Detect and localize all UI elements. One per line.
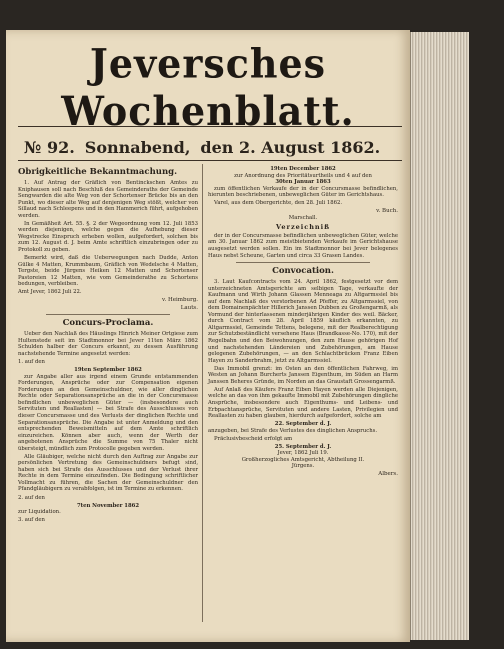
concurs-item: 1. auf den (18, 359, 45, 366)
convocation-notice: Präclusivbescheid erfolgt am (214, 435, 293, 442)
header-rule-top (18, 126, 402, 127)
concurs-paragraph: zur Angabe aller aus irgend einem Grunde entstammenden Forderungen, Ansprüche oder zur Compensation eigenen Forderungen an den Gemeinschuldner, wie aller dinglichen Rechte oder Separationsansprüche an die in der Concursmasse befindlichen unbeweglichen Güter — (insbesondere auch Servituten und Reallasten) — bei Strafe des Ausschlusses von dieser Concursmasse und des Verlusts der dinglichen Rechte und Separationsansprüche. Die Angabe ist unter Anmeldung und den entsprechenden Beweismitteln auf dem Amte schriftlich einzureichen. Können aber auch, wenn der Werth der angebotenen Ansprüche die Summe von 75 Thaler nicht übersteigt, mündlich zum Protocolle gegeben werden. (18, 373, 198, 452)
convocation-sign-3: Jürgens. (291, 463, 315, 470)
convocation-title: Convocation. (272, 266, 334, 277)
concurs-intro: Ueber den Nachlaß des Häuslings Hinrich Meiner Ortgiese zum Hultenstede seit im Stadtmonnor bei Jever 11ten März 1862 Schulden halber der Concurs erkannt, zu dessen Ausführung nachstehende Termine angesetzt werden: (18, 331, 198, 358)
top-text: zur Anordnung des Prioritätsurtheils und 4 auf den (234, 172, 372, 179)
top-body: zum öffentlichen Verkaufe der in der Concursmasse befindlichen, hierunten beschriebenen, unbeweglichen Güter im Gerichtshaus. (208, 185, 398, 199)
section-separator (46, 314, 170, 315)
convocation-date-2: 25. September d. J. (274, 443, 332, 450)
notice-sign: Amt Jever, 1862 Juli 22. (18, 289, 82, 296)
convocation-after: anzugeben, bei Strafe des Verlustes des dinglichen Anspruchs. (208, 427, 378, 434)
newspaper-page (6, 30, 410, 642)
top-signature-2: Marschall. (288, 214, 318, 221)
concurs-item: zur Liquidation. (18, 509, 61, 516)
column-right (208, 166, 398, 477)
top-sign: Varel, aus dem Obergerichte, den 28. Juli 1862. (214, 200, 343, 207)
concurs-title: Concurs-Proclama. (62, 318, 154, 329)
concurs-paragraph: Alle Gläubiger, welche nicht durch den Auftrag zur Angabe zur persönlichen Vertretung des Gemeinschuldners befugt sind, haben sich bei Strafe des Ausschlusses und der Verlust ihrer Rechte in dem Termine einzufinden. Die Bedingung schriftlicher Vollmacht zu führen, die Sachen der Gemeinschuldner den Pfandgläubigern zu verabfolgen, ist im Termine zu erkennen. (18, 453, 198, 493)
top-date-2: 30ten Januar 1863 (275, 179, 331, 186)
notice-paragraph: 1. Auf Antrag der Gräflich von Bentinckschen Amtes zu Kniphausen soll nach Beschluß des Gemeinderaths der Gemeinde Sengwarden die alte Weg von der Schortenser Brücke bis an den Punkt, wo dieser alte Weg auf denjenigen Weg stößt, welcher von Sillaud nach Schleepens und in den Hammerich führt, aufgehoben werden. (18, 180, 198, 219)
masthead: Jeversches Wochenblatt. (61, 39, 355, 135)
notice-title: Obrigkeitliche Bekanntmachung. (18, 167, 178, 177)
convocation-paragraph: Das Immobil grenzt: im Osten an den öffentlichen Fahrweg, im Westen an Johann Burcherts Janssen Eigenthum, im Süden an Harm Janssen Beheres Gründe, im Norden an das Graustaft Grossengarmß. (208, 365, 398, 385)
issue-day: Sonnabend, (84, 138, 191, 157)
issue-date: den 2. August 1862. (200, 138, 381, 157)
column-divider (202, 164, 203, 622)
concurs-item: 3. auf den (18, 517, 45, 524)
convocation-paragraph: Auf Anlaß des Käufers Franz Eiben Hayen werden alle Diejenigen, welche an das von ihm gekaufte Immobil mit Zubehörungen dingliche Ansprüche, insbesondere auch Eigenthums- und Leibens- und Erbpachtansprüche, Servituten und andere Lasten, Privilegien und Reallasten zu haben glauben, hierdurch aufgefordert, solche am (208, 386, 398, 420)
convocation-date: 22. September d. J. (274, 421, 332, 428)
convocation-sign: Jever, 1862 Juli 19. (277, 450, 329, 457)
notice-paragraph: In Gemäßheit Art. 55. §. 2 der Wegeordnung vom 12. Juli 1853 werden diejenigen, welche gegen die Aufhebung dieser Wegstrecke Einspruch erheben wollen, aufgefordert, solchen bis zum 12. August d. J. beim Amte schriftlich einzubringen oder zu Protokoll zu geben. (18, 220, 198, 253)
issue-line (24, 138, 398, 157)
section-separator (236, 262, 370, 263)
notice-signature-2: Lauts. (180, 304, 198, 311)
notice-paragraph: Bemerkt wird, daß die Ueberwegungen nach Dudde, Anton Gülke 4 Matten, Krummbaum, Gräflich von Wedelsche 4 Matten, Tergste, beide Jürgens Heiken 12 Matten und Schortenser Pastoreien 12 Matten, wie vom Gemeinderathe zu Schortens bedungen, verbleiben. (18, 255, 198, 288)
convocation-sign-4: Albers. (378, 470, 398, 477)
header-rule-bottom (18, 160, 402, 161)
inventory-body: der in der Concursmasse befindlichen unbeweglichen Güter, welche am 30. Januar 1862 zum meistbietenden Verkaufe im Gerichtshause ausgesetzt werden sollen. Ein im Stadtmonnor bei Jever belegenes Haus nebst Scheune, Garten und circa 33 Grasen Landes. (208, 232, 398, 259)
concurs-item: 2. auf den (18, 494, 45, 501)
convocation-paragraph: 3. Laut Kaufcontracts vom 24. April 1862, festgesetzt vor dem unterzeichneten Amtsgerichte am selbigen Tage, verkaufte der Kaufmann und Wirth Johann Glassen Menneaga zu Altgarmssiel bis auf dem Nachlaß des verstorbenen Ad Pfeffer, zu Altgarmssiel, von dem Domainenpächter Hillerich Janssen Dubben zu Großengarmß, als Vormund der hinterlassenen minderjährigen Kinder des weil. Bäcker, durch Contract vom 28. April 1859 käuflich erkannten, zu Altgarmssiel, Gemeinde Tettens, belegene, mit der Realberechtigung zur Schutzbeständlicht versehene Haus (Brandkasse-No. 170), mit der Regelbahn und den Beiwohnungen, den zum Hause gehörigen Hof und nachstehenden Ländereien und Zubehörungen, am Hause gelegenen Zubehörungen, — an den Schlachtbrücken Franz Eiben Hayen zu Sanderbrahm, jetzt zu Altgarmssiel. (208, 279, 398, 364)
notice-signature: v. Heimburg. (162, 297, 198, 304)
convocation-sign-2: Großherzogliches Amtsgericht, Abtheilung II. (241, 456, 365, 463)
concurs-date: 19ten September 1862 (74, 367, 142, 374)
issue-number: № 92. (24, 138, 75, 157)
top-signature: v. Buch. (376, 208, 398, 215)
page-stack-edge (410, 32, 469, 640)
concurs-date: 7ten November 1862 (76, 502, 140, 509)
inventory-heading: Verzeichniß (275, 223, 331, 232)
top-date: 19ten December 1862 (270, 166, 336, 172)
column-left (18, 166, 198, 525)
